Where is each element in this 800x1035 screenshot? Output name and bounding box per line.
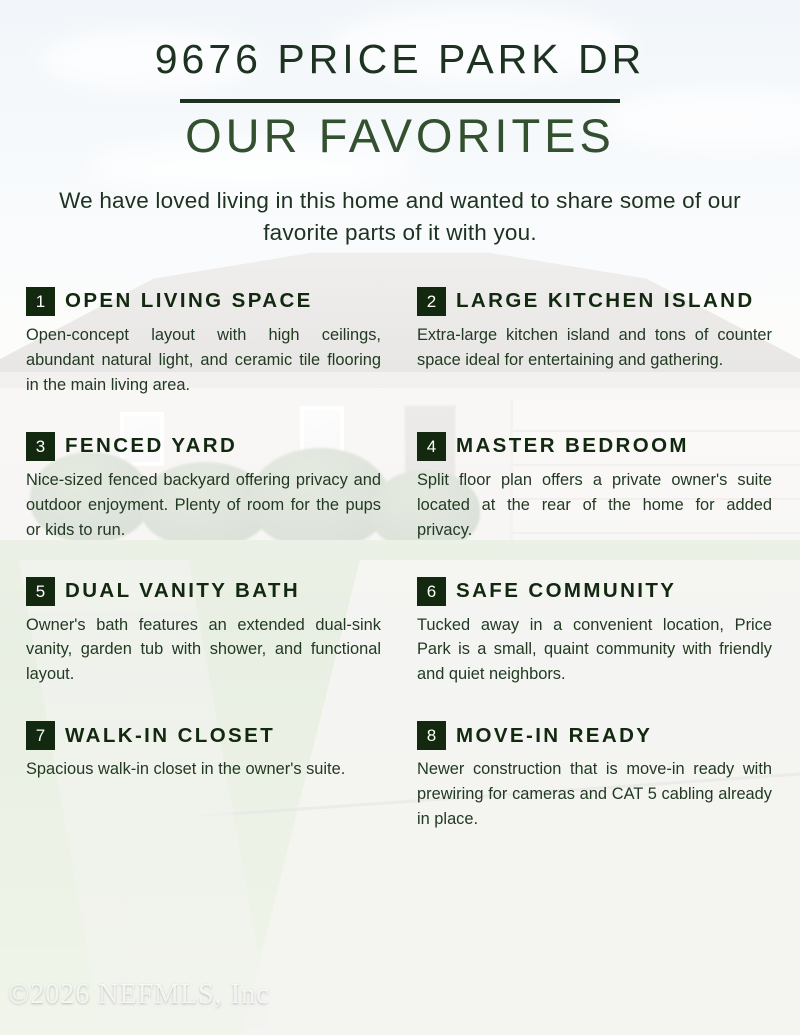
feature-description: Open-concept layout with high ceilings, abundant natural light, and ceramic tile flooring in the main living area. bbox=[26, 325, 381, 394]
feature-item bbox=[26, 432, 383, 543]
features-grid bbox=[24, 287, 776, 832]
feature-number-badge: 1 bbox=[26, 287, 55, 316]
flyer-content bbox=[0, 36, 800, 832]
feature-heading bbox=[417, 287, 774, 316]
feature-description: Split floor plan offers a private owner's suite located at the rear of the home for added privacy. bbox=[417, 470, 772, 539]
feature-item bbox=[417, 432, 774, 543]
feature-heading bbox=[26, 721, 383, 750]
feature-title: FENCED YARD bbox=[65, 434, 238, 458]
feature-item bbox=[417, 577, 774, 688]
title-divider bbox=[180, 99, 620, 103]
feature-heading bbox=[417, 577, 774, 606]
page-subtitle: OUR FAVORITES bbox=[185, 109, 615, 162]
feature-description: Owner's bath features an extended dual-sink vanity, garden tub with shower, and functional layout. bbox=[26, 615, 381, 684]
feature-item bbox=[26, 287, 383, 398]
feature-heading bbox=[26, 287, 383, 316]
feature-title: OPEN LIVING SPACE bbox=[65, 289, 313, 313]
feature-description: Nice-sized fenced backyard offering privacy and outdoor enjoyment. Plenty of room for the pups or kids to run. bbox=[26, 470, 381, 539]
feature-title: LARGE KITCHEN ISLAND bbox=[456, 289, 755, 313]
intro-paragraph: We have loved living in this home and wanted to share some of our favorite parts of it with you. bbox=[59, 188, 741, 245]
feature-heading bbox=[26, 577, 383, 606]
feature-title: DUAL VANITY BATH bbox=[65, 579, 301, 603]
feature-heading bbox=[417, 432, 774, 461]
feature-description: Newer construction that is move-in ready with prewiring for cameras and CAT 5 cabling already in place. bbox=[417, 760, 772, 829]
feature-description: Spacious walk-in closet in the owner's suite. bbox=[26, 760, 346, 779]
feature-number-badge: 7 bbox=[26, 721, 55, 750]
feature-number-badge: 4 bbox=[417, 432, 446, 461]
feature-number-badge: 8 bbox=[417, 721, 446, 750]
feature-item bbox=[26, 577, 383, 688]
feature-heading bbox=[417, 721, 774, 750]
page-title: 9676 PRICE PARK DR bbox=[154, 36, 646, 82]
feature-number-badge: 5 bbox=[26, 577, 55, 606]
feature-title: MOVE-IN READY bbox=[456, 723, 653, 747]
feature-title: SAFE COMMUNITY bbox=[456, 579, 677, 603]
feature-heading bbox=[26, 432, 383, 461]
feature-description: Extra-large kitchen island and tons of counter space ideal for entertaining and gathering. bbox=[417, 325, 772, 369]
feature-description: Tucked away in a convenient location, Price Park is a small, quaint community with friendly and quiet neighbors. bbox=[417, 615, 772, 684]
feature-number-badge: 3 bbox=[26, 432, 55, 461]
feature-number-badge: 6 bbox=[417, 577, 446, 606]
feature-title: WALK-IN CLOSET bbox=[65, 723, 276, 747]
feature-title: MASTER BEDROOM bbox=[456, 434, 689, 458]
feature-number-badge: 2 bbox=[417, 287, 446, 316]
feature-item bbox=[417, 721, 774, 832]
feature-item bbox=[417, 287, 774, 398]
copyright-watermark: ©2026 NEFMLS, Inc bbox=[8, 979, 270, 1010]
feature-item bbox=[26, 721, 383, 832]
